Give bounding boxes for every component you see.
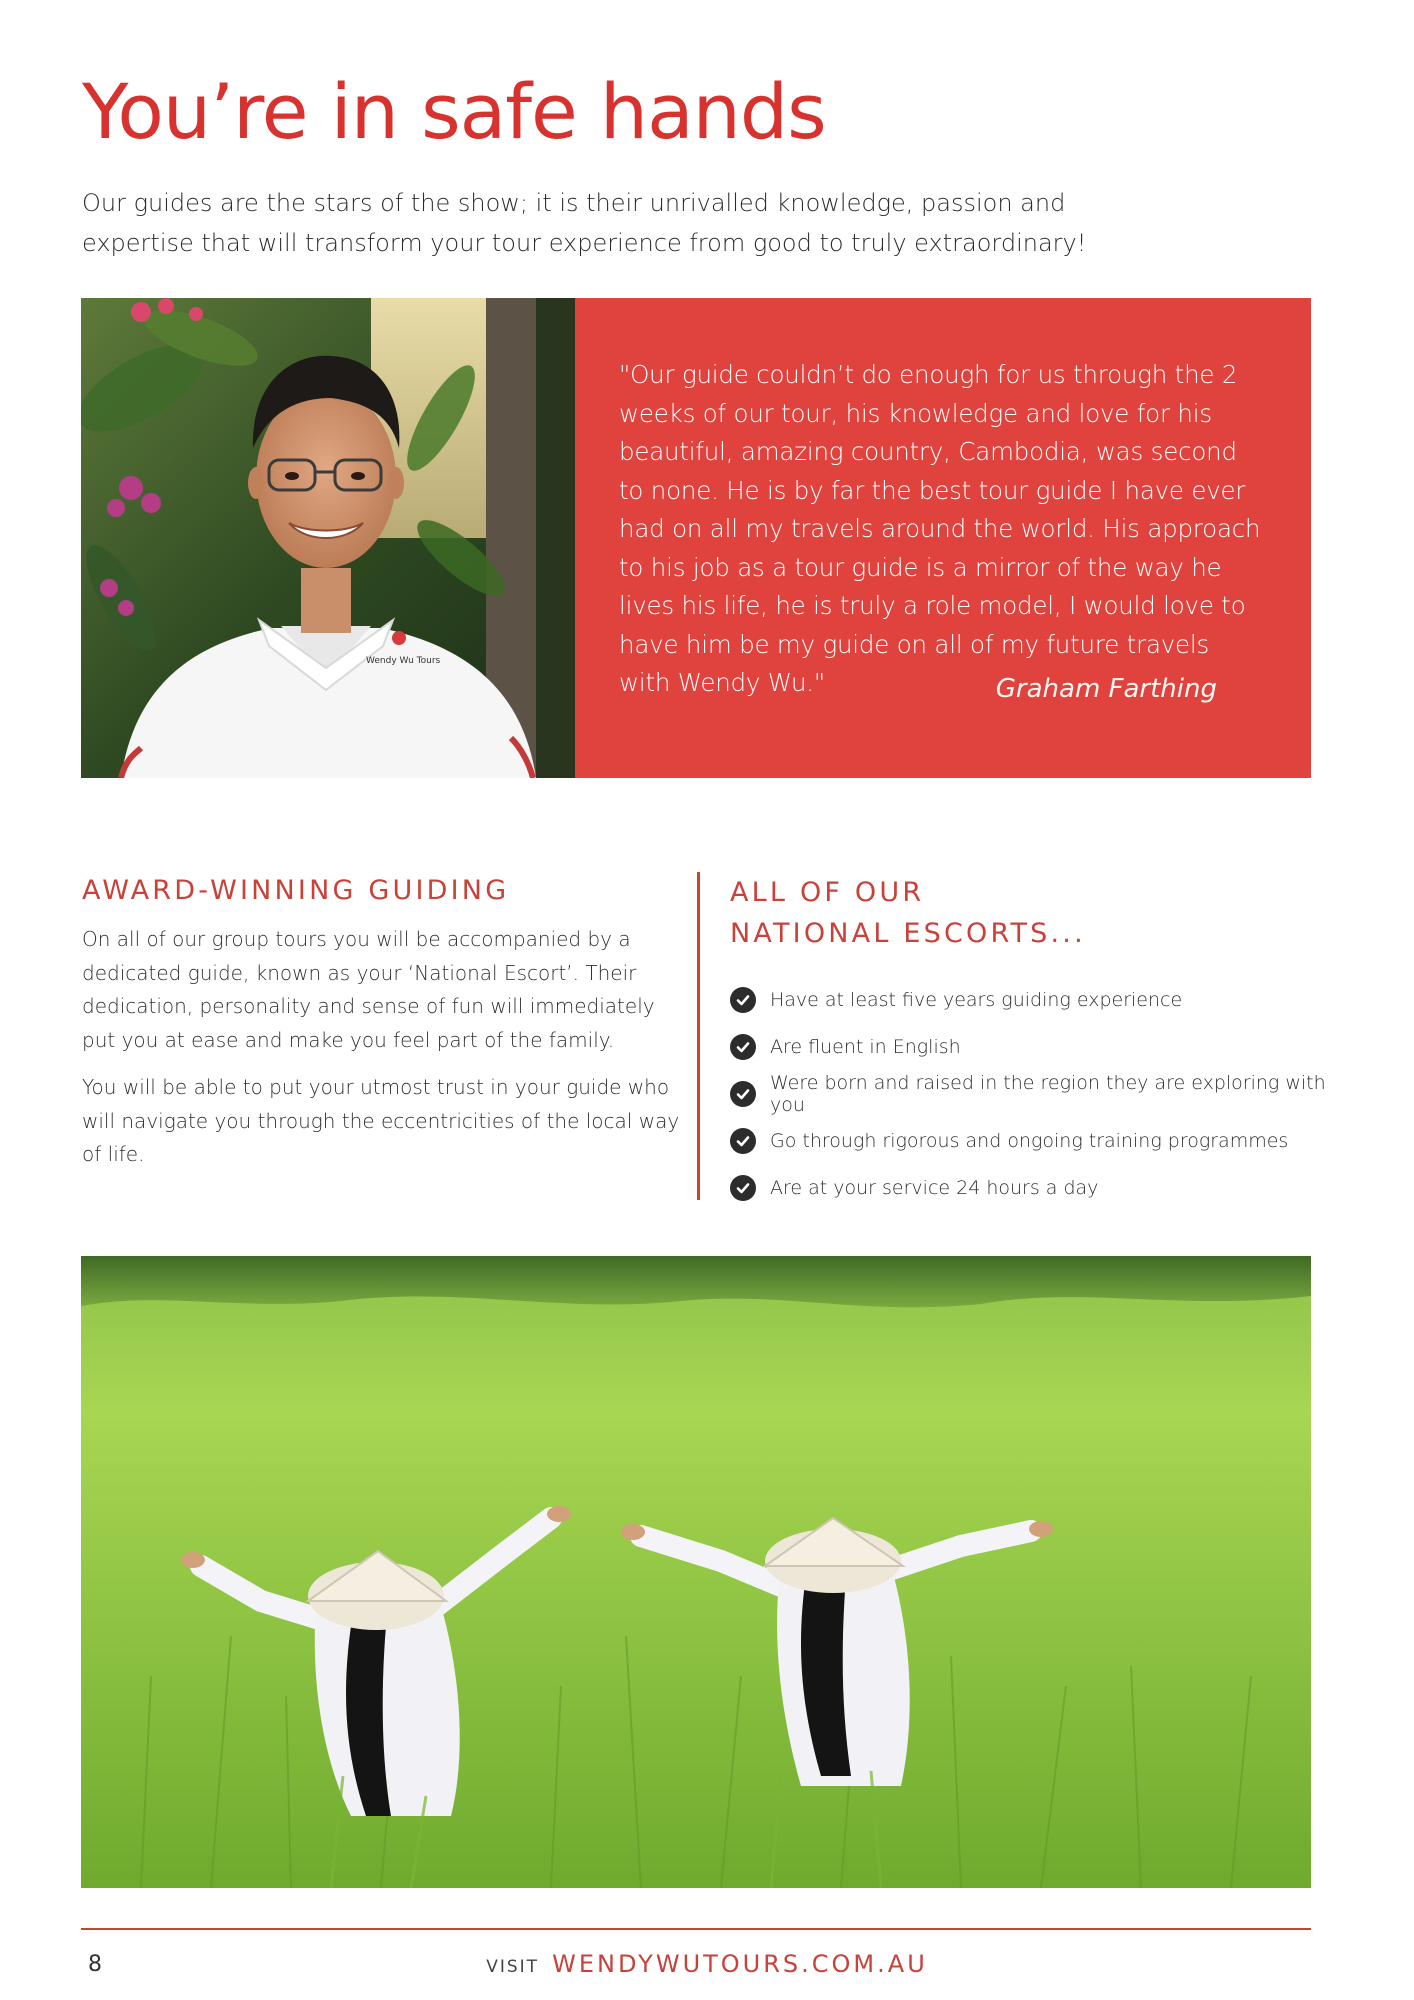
check-circle-icon (730, 1128, 756, 1154)
testimonial-banner (81, 298, 1311, 778)
award-paragraph-1: On all of our group tours you will be accompanied by a dedicated guide, known as your ‘National Escort’. Their dedication, personality and sense of fun will immediately put you at ease and make you feel part of the family. (82, 927, 655, 1052)
check-circle-icon (730, 987, 756, 1013)
shirt-logo-text: Wendy Wu Tours (366, 656, 441, 666)
check-circle-icon (730, 1034, 756, 1060)
checklist-item-text: Were born and raised in the region they are exploring with you (770, 1071, 1326, 1116)
escorts-heading (730, 872, 1337, 954)
escorts-checklist (730, 976, 1337, 1211)
testimonial-quote-panel (575, 298, 1311, 778)
testimonial-quote: "Our guide couldn’t do enough for us through the 2 weeks of our tour, his knowledge and love for his beautiful, amazing country, Cambodia, was second to none. He is by far the best tour guide I have ever had on all my travels around the world. His approach to his job as a tour guide is a mirror of the way he lives his life, he is truly a role model, I would love to have him be my guide on all of my future travels with Wendy Wu." (619, 360, 1261, 697)
checklist-item-text: Have at least five years guiding experience (770, 988, 1183, 1011)
escorts-heading-line-2: NATIONAL ESCORTS... (730, 918, 1086, 949)
footer-divider (81, 1928, 1311, 1930)
page-title: You’re in safe hands (82, 67, 826, 156)
award-heading: AWARD-WINNING GUIDING (82, 875, 510, 906)
checklist-item (730, 1023, 1337, 1070)
page-number: 8 (88, 1952, 102, 1977)
escorts-heading-line-1: ALL OF OUR (730, 877, 925, 908)
guide-photo (81, 298, 575, 778)
checklist-item-text: Are at your service 24 hours a day (770, 1176, 1099, 1199)
award-paragraph-2: You will be able to put your utmost trust in your guide who will navigate you through the eccentricities of the local way of life. (82, 1075, 680, 1166)
national-escorts-section (697, 872, 1337, 1200)
checklist-item (730, 1070, 1337, 1117)
footer-website-link[interactable]: WENDYWUTOURS.COM.AU (552, 1950, 928, 1978)
checklist-item-text: Go through rigorous and ongoing training programmes (770, 1129, 1289, 1152)
guide-portrait-illustration (81, 298, 575, 778)
rice-field-photo (81, 1256, 1311, 1888)
checklist-item (730, 976, 1337, 1023)
check-circle-icon (730, 1081, 756, 1107)
footer-visit (0, 1950, 1414, 1978)
check-circle-icon (730, 1175, 756, 1201)
intro-text: Our guides are the stars of the show; it is their unrivalled knowledge, passion and expertise that will transform your tour experience from good to truly extraordinary! (82, 189, 1087, 257)
checklist-item (730, 1117, 1337, 1164)
checklist-item (730, 1164, 1337, 1211)
rice-field-illustration (81, 1256, 1311, 1888)
footer-visit-label: VISIT (486, 1957, 540, 1977)
testimonial-author: Graham Farthing (995, 674, 1217, 704)
checklist-item-text: Are fluent in English (770, 1035, 961, 1058)
award-winning-guiding-section (82, 870, 682, 1172)
